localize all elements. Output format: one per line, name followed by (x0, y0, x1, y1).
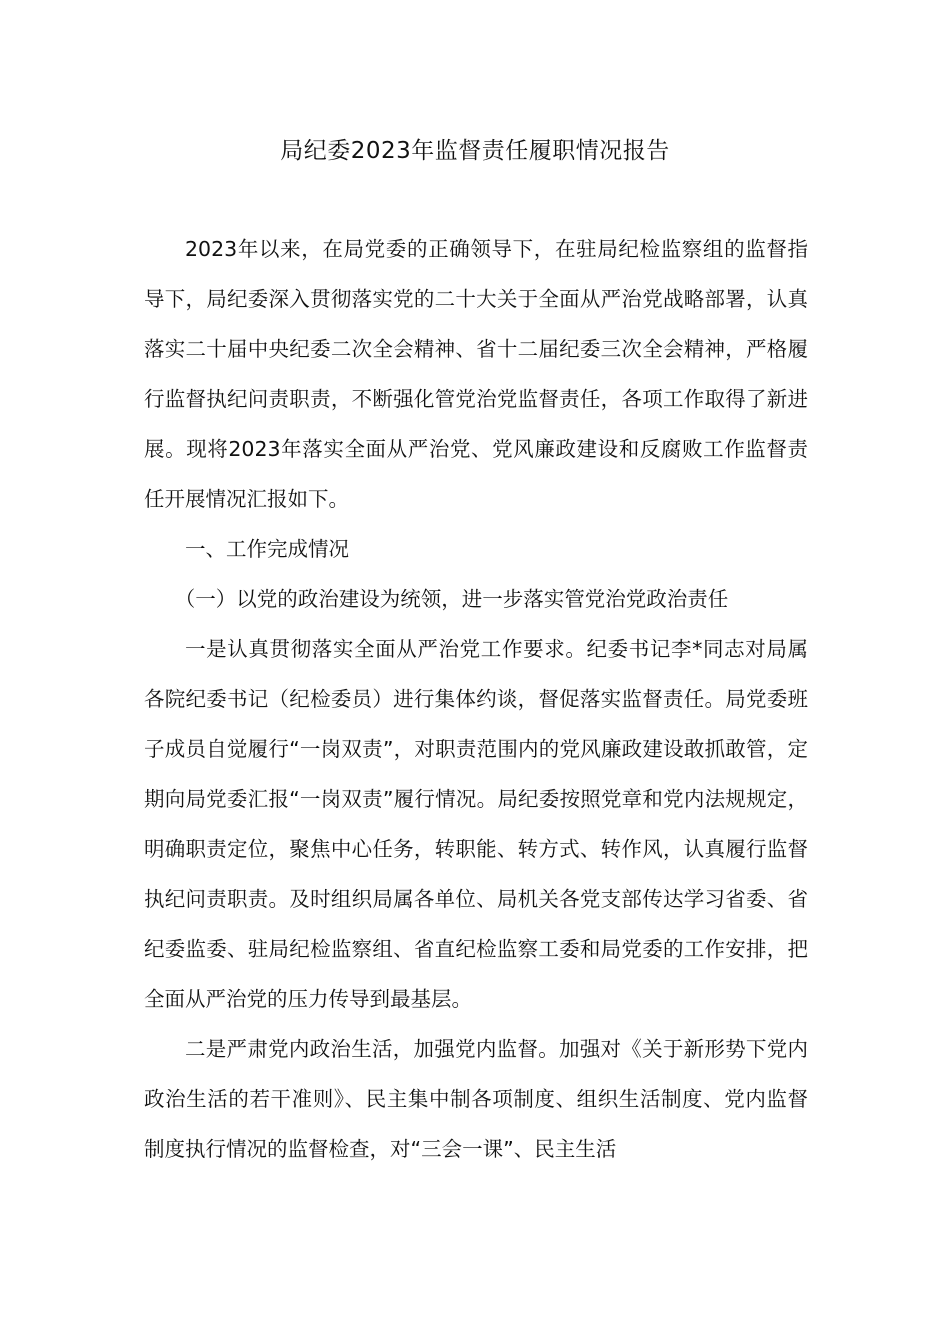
body-paragraph: 一是认真贯彻落实全面从严治党工作要求。纪委书记李*同志对局属各院纪委书记（纪检委员）进行集体约谈，督促落实监督责任。局党委班子成员自觉履行“一岗双责”，对职责范围内的党风廉政建设敢抓敢管，定期向局党委汇报“一岗双责”履行情况。局纪委按照党章和党内法规规定，明确职责定位，聚焦中心任务，转职能、转方式、转作风，认真履行监督执纪问责职责。及时组织局属各单位、局机关各党支部传达学习省委、省纪委监委、驻局纪检监察组、省直纪检监察工委和局党委的工作安排，把全面从严治党的压力传导到最基层。 (144, 637, 808, 1011)
intro-paragraph: 2023年以来，在局党委的正确领导下，在驻局纪检监察组的监督指导下，局纪委深入贯彻落实党的二十大关于全面从严治党战略部署，认真落实二十届中央纪委二次全会精神、省十二届纪委三次全会精神，严格履行监督执纪问责职责，不断强化管党治党监督责任，各项工作取得了新进展。现将2023年落实全面从严治党、党风廉政建设和反腐败工作监督责任开展情况汇报如下。 (144, 237, 808, 511)
body-paragraph: 二是严肃党内政治生活，加强党内监督。加强对《关于新形势下党内政治生活的若干准则》、民主集中制各项制度、组织生活制度、党内监督制度执行情况的监督检查，对“三会一课”、民主生活 (144, 1037, 808, 1161)
document-title: 局纪委2023年监督责任履职情况报告 (280, 138, 670, 164)
document-body (144, 224, 808, 1174)
subsection-heading: （一）以党的政治建设为统领，进一步落实管党治党政治责任 (174, 587, 729, 611)
section-heading: 一、工作完成情况 (185, 537, 349, 561)
